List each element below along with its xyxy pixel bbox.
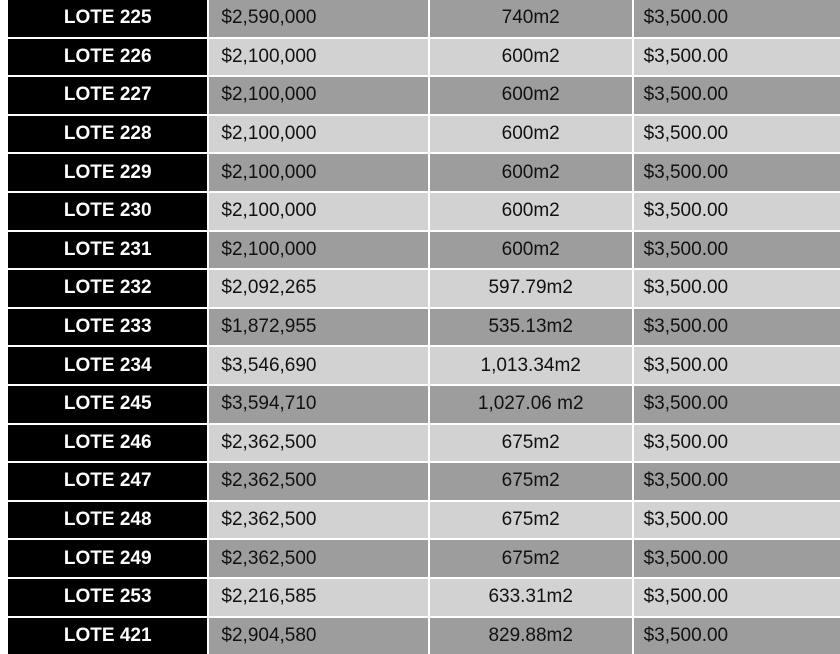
price-cell: $3,594,710 <box>208 385 428 424</box>
area-cell: 1,027.06 m2 <box>429 385 633 424</box>
table-row <box>8 269 840 308</box>
price-cell: $2,100,000 <box>208 153 428 192</box>
price-per-m2-cell: $3,500.00 <box>633 617 840 654</box>
table-row <box>8 0 840 38</box>
price-cell: $2,100,000 <box>208 38 428 77</box>
table-row <box>8 231 840 270</box>
table-row <box>8 385 840 424</box>
price-per-m2-cell: $3,500.00 <box>633 0 840 38</box>
area-cell: 600m2 <box>429 115 633 154</box>
price-cell: $2,362,500 <box>208 462 428 501</box>
area-cell: 535.13m2 <box>429 308 633 347</box>
lot-number-cell: LOTE 231 <box>8 231 208 270</box>
lot-number-cell: LOTE 245 <box>8 385 208 424</box>
table-row <box>8 539 840 578</box>
area-cell: 600m2 <box>429 153 633 192</box>
lot-number-cell: LOTE 246 <box>8 424 208 463</box>
table-row <box>8 308 840 347</box>
lot-number-cell: LOTE 229 <box>8 153 208 192</box>
table-row <box>8 346 840 385</box>
price-cell: $2,362,500 <box>208 539 428 578</box>
price-cell: $1,872,955 <box>208 308 428 347</box>
area-cell: 600m2 <box>429 76 633 115</box>
price-per-m2-cell: $3,500.00 <box>633 192 840 231</box>
price-per-m2-cell: $3,500.00 <box>633 501 840 540</box>
price-cell: $2,904,580 <box>208 617 428 654</box>
lot-number-cell: LOTE 230 <box>8 192 208 231</box>
area-cell: 633.31m2 <box>429 578 633 617</box>
price-per-m2-cell: $3,500.00 <box>633 346 840 385</box>
lot-number-cell: LOTE 234 <box>8 346 208 385</box>
price-cell: $2,100,000 <box>208 76 428 115</box>
lot-number-cell: LOTE 253 <box>8 578 208 617</box>
lot-number-cell: LOTE 225 <box>8 0 208 38</box>
lot-number-cell: LOTE 249 <box>8 539 208 578</box>
table-row <box>8 38 840 77</box>
area-cell: 600m2 <box>429 38 633 77</box>
area-cell: 675m2 <box>429 462 633 501</box>
price-cell: $2,362,500 <box>208 424 428 463</box>
area-cell: 1,013.34m2 <box>429 346 633 385</box>
lot-number-cell: LOTE 421 <box>8 617 208 654</box>
price-cell: $2,216,585 <box>208 578 428 617</box>
price-per-m2-cell: $3,500.00 <box>633 231 840 270</box>
price-per-m2-cell: $3,500.00 <box>633 153 840 192</box>
lot-number-cell: LOTE 248 <box>8 501 208 540</box>
price-cell: $2,092,265 <box>208 269 428 308</box>
lot-number-cell: LOTE 227 <box>8 76 208 115</box>
lot-number-cell: LOTE 226 <box>8 38 208 77</box>
price-per-m2-cell: $3,500.00 <box>633 38 840 77</box>
area-cell: 675m2 <box>429 424 633 463</box>
area-cell: 675m2 <box>429 501 633 540</box>
area-cell: 600m2 <box>429 192 633 231</box>
table-row <box>8 115 840 154</box>
price-per-m2-cell: $3,500.00 <box>633 539 840 578</box>
lot-number-cell: LOTE 247 <box>8 462 208 501</box>
table-row <box>8 192 840 231</box>
price-per-m2-cell: $3,500.00 <box>633 578 840 617</box>
price-per-m2-cell: $3,500.00 <box>633 76 840 115</box>
price-cell: $2,100,000 <box>208 231 428 270</box>
price-per-m2-cell: $3,500.00 <box>633 462 840 501</box>
lot-number-cell: LOTE 232 <box>8 269 208 308</box>
price-cell: $2,590,000 <box>208 0 428 38</box>
table-row <box>8 153 840 192</box>
price-per-m2-cell: $3,500.00 <box>633 308 840 347</box>
price-cell: $2,362,500 <box>208 501 428 540</box>
price-per-m2-cell: $3,500.00 <box>633 385 840 424</box>
table-row <box>8 424 840 463</box>
price-cell: $2,100,000 <box>208 115 428 154</box>
area-cell: 829.88m2 <box>429 617 633 654</box>
price-cell: $3,546,690 <box>208 346 428 385</box>
area-cell: 600m2 <box>429 231 633 270</box>
table-row <box>8 501 840 540</box>
table-row <box>8 578 840 617</box>
lot-price-table-body <box>8 0 840 654</box>
area-cell: 740m2 <box>429 0 633 38</box>
lot-number-cell: LOTE 228 <box>8 115 208 154</box>
price-cell: $2,100,000 <box>208 192 428 231</box>
price-per-m2-cell: $3,500.00 <box>633 115 840 154</box>
price-per-m2-cell: $3,500.00 <box>633 269 840 308</box>
price-per-m2-cell: $3,500.00 <box>633 424 840 463</box>
area-cell: 675m2 <box>429 539 633 578</box>
lot-price-table <box>8 0 840 654</box>
area-cell: 597.79m2 <box>429 269 633 308</box>
table-row <box>8 76 840 115</box>
table-row <box>8 462 840 501</box>
lot-number-cell: LOTE 233 <box>8 308 208 347</box>
table-row <box>8 617 840 654</box>
